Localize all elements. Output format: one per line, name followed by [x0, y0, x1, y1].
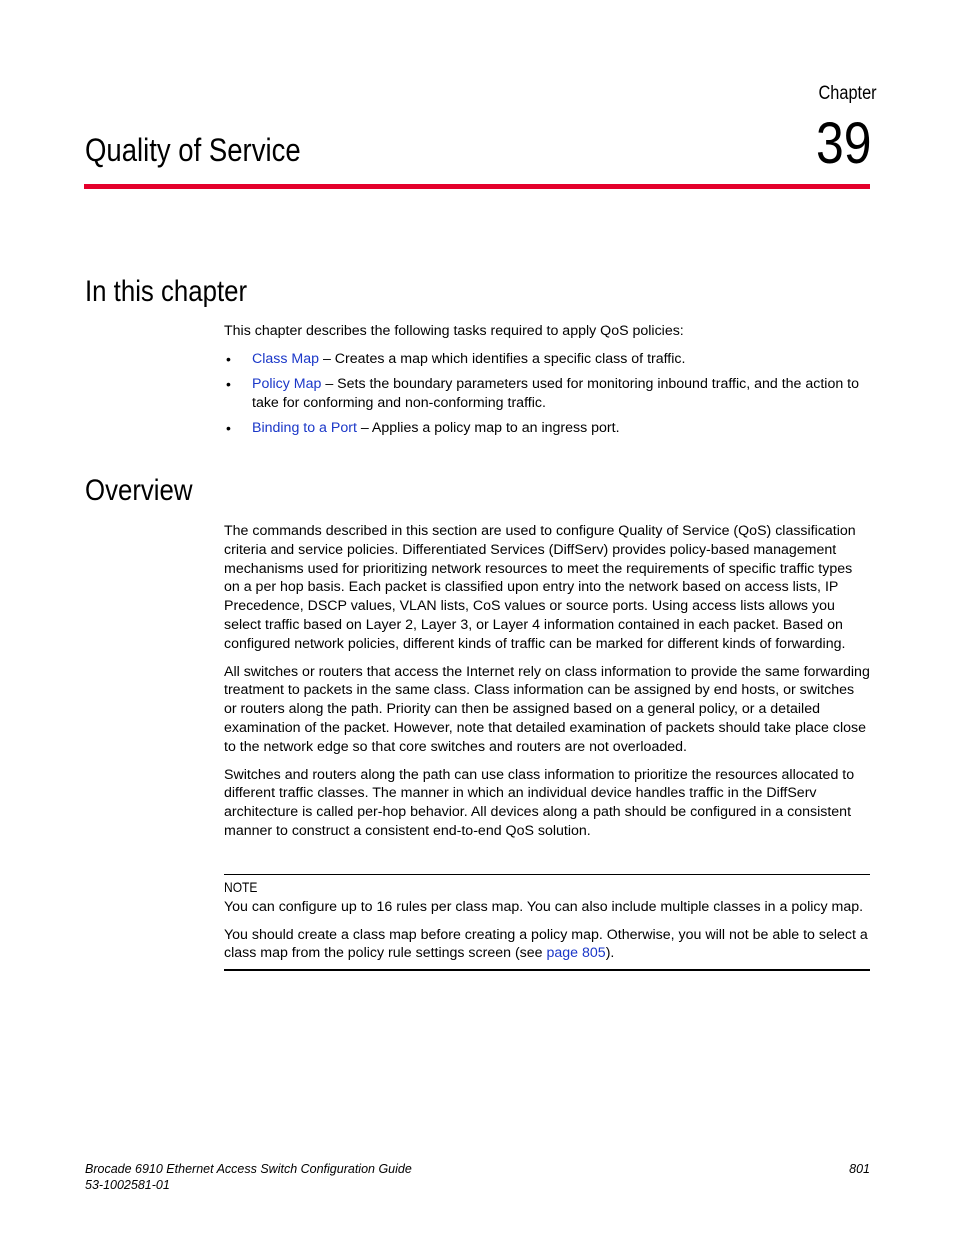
chapter-title: Quality of Service: [85, 132, 301, 168]
page-footer: [85, 1161, 870, 1193]
list-item: [224, 375, 870, 413]
task-list: [224, 350, 870, 444]
intro-text: This chapter describes the following tasks required to apply QoS policies:: [224, 323, 684, 339]
overview-paragraph: Switches and routers along the path can use class information to prioritize the resources allocated to different traffic classes. The manner in which an individual device handles traffic in the DiffServ architecture is called per-hop behavior. All devices along a path should be configured in a consistent manner to construct a consistent end-to-end QoS solution.: [224, 766, 855, 839]
list-item-text: – Sets the boundary parameters used for monitoring inbound traffic, and the action to take for conforming and non-conforming traffic.: [252, 376, 860, 411]
bullet-icon: •: [226, 351, 231, 367]
note-label: NOTE: [224, 879, 258, 895]
note-text: You should create a class map before creating a policy map. Otherwise, you will not be able to select a class map from the policy rule settings screen (see: [224, 926, 868, 962]
note-box: [224, 874, 870, 971]
chapter-label: Chapter: [818, 83, 877, 104]
footer-doc-number: 53-1002581-01: [85, 1178, 170, 1192]
bullet-icon: •: [226, 419, 231, 436]
list-item: [224, 350, 870, 369]
binding-to-a-port-link[interactable]: Binding to a Port: [252, 419, 357, 436]
overview-paragraph: All switches or routers that access the Internet rely on class information to provide the same forwarding treatment to packets in the same class. Class information can be assigned by end hosts, or switches or routers along the path. Priority can then be assigned based on a general policy, or a detailed examination of the packet. However, note that detailed examination of packets should take place close to the network edge so that core switches and routers are not overloaded.: [224, 663, 870, 755]
list-item-text: – Creates a map which identifies a specific class of traffic.: [319, 351, 686, 367]
list-item: [224, 419, 870, 438]
section-heading-in-this-chapter: In this chapter: [85, 275, 248, 308]
list-item-text: – Applies a policy map to an ingress port.: [356, 419, 620, 436]
page-805-link[interactable]: page 805: [546, 945, 606, 962]
footer-page-number: 801: [849, 1162, 870, 1176]
note-text: ).: [605, 945, 615, 962]
class-map-link[interactable]: Class Map: [252, 351, 320, 367]
footer-doc-title: Brocade 6910 Ethernet Access Switch Configuration Guide: [85, 1162, 412, 1176]
chapter-number: 39: [816, 111, 872, 176]
policy-map-link[interactable]: Policy Map: [252, 376, 322, 393]
note-paragraph: You can configure up to 16 rules per class map. You can also include multiple classes in a policy map.: [224, 898, 864, 915]
bullet-icon: •: [226, 376, 231, 393]
note-paragraph: [224, 926, 870, 964]
overview-paragraph: The commands described in this section are used to configure Quality of Service (QoS) classification criteria and service policies. Differentiated Services (DiffServ) provides policy-based management mechanisms used for prioritizing network resources to meet the requirements of specific traffic types on a per hop basis. Each packet is classified upon entry into the network based on access lists, IP Precedence, DSCP values, VLAN lists, CoS values or source ports. Using access lists allows you select traffic based on Layer 2, Layer 3, or Layer 4 information contained in each packet. Based on configured network policies, different kinds of traffic can be marked for different kinds of forwarding.: [224, 523, 856, 652]
overview-body: [224, 522, 870, 850]
chapter-rule: [84, 184, 870, 189]
section-heading-overview: Overview: [85, 474, 193, 507]
